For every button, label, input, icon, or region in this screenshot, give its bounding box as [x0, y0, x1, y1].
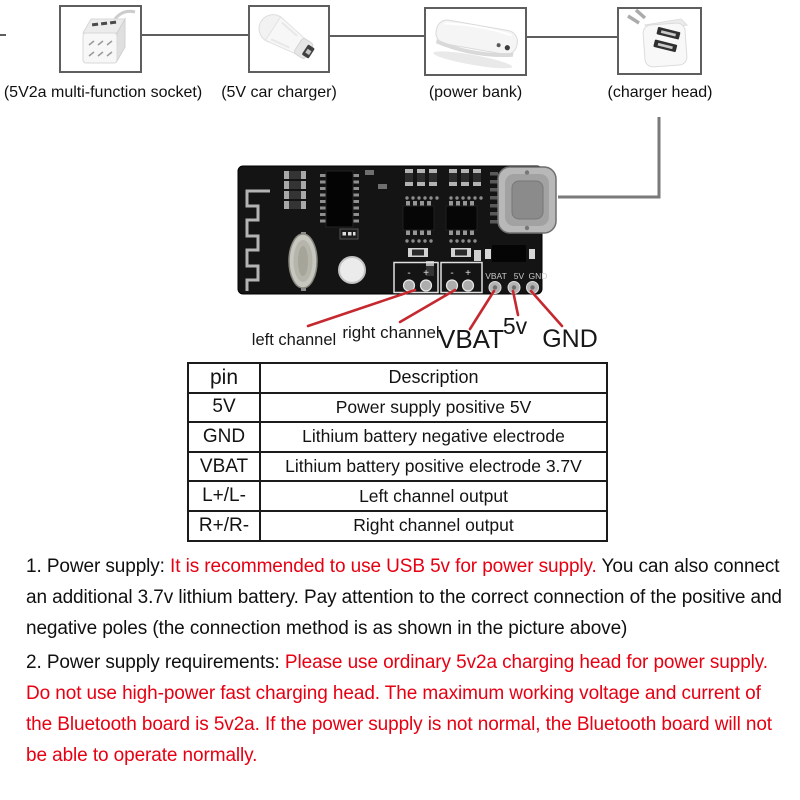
silk-minus: - — [450, 268, 454, 279]
note-2-highlight: Please use ordinary 5v2a charging head for power supply. Do not use high-power fast charging head. The maximum working voltage and current of the Bluetooth board is 5v2a. If the power supply is not normal, the Bluetooth board will not be able to operate normally. — [26, 652, 772, 766]
note-1-suffix: You can also connect an additional 3.7v lithium battery. Pay attention to the correct connection of the positive and negative poles (the connection method is as shown in the picture above) — [26, 556, 782, 639]
pin-cell: 5V — [188, 393, 260, 423]
gnd-annotation: GND — [542, 325, 598, 353]
description-cell: Lithium battery positive electrode 3.7V — [260, 452, 607, 482]
note-1-prefix: 1. Power supply: — [26, 556, 171, 577]
connector-line — [0, 34, 6, 36]
car-charger-label: (5V car charger) — [221, 84, 337, 101]
right-channel-annotation: right channel — [342, 323, 440, 342]
silk-vbat: VBAT — [485, 271, 507, 281]
description-cell: Lithium battery negative electrode — [260, 422, 607, 452]
note-2-prefix: 2. Power supply requirements: — [26, 652, 285, 673]
silk-5v: 5V — [513, 271, 525, 281]
car-charger-illustration — [250, 7, 328, 71]
gnd-pointer — [531, 291, 562, 326]
power-bank-illustration — [426, 9, 525, 74]
5v-pointer — [513, 291, 518, 315]
right-channel-pointer — [400, 290, 455, 322]
note-1 — [26, 551, 788, 644]
silk-gnd: GND — [528, 271, 548, 281]
charger-head-illustration — [619, 9, 700, 73]
amplifier-ic-right — [446, 201, 477, 235]
socket-label: (5V2a multi-function socket) — [3, 84, 203, 101]
table-row — [188, 481, 607, 511]
description-cell: Right channel output — [260, 511, 607, 541]
socket-photo — [59, 5, 142, 73]
pin-cell: R+/R- — [188, 511, 260, 541]
left-channel-annotation: left channel — [251, 331, 337, 349]
pin-cell: L+/L- — [188, 481, 260, 511]
car-charger-photo — [248, 5, 330, 73]
table-row — [188, 422, 607, 452]
silk-minus: - — [407, 268, 411, 279]
charger-head-photo — [617, 7, 702, 75]
annotation-labels — [252, 313, 598, 354]
silk-plus: + — [465, 268, 471, 279]
description-cell: Left channel output — [260, 481, 607, 511]
note-2 — [26, 647, 788, 771]
left-channel-pointer — [308, 290, 415, 326]
table-row — [188, 393, 607, 423]
5v-annotation: 5v — [502, 313, 528, 339]
description-cell: Power supply positive 5V — [260, 393, 607, 423]
silk-plus: + — [423, 268, 429, 279]
power-bank-label: (power bank) — [428, 84, 523, 101]
socket-illustration — [61, 7, 140, 71]
power-bank-photo — [424, 7, 527, 76]
amplifier-ic-left — [403, 201, 434, 235]
labelled-component — [340, 229, 358, 239]
table-header-row — [188, 363, 607, 393]
table-row — [188, 511, 607, 541]
table-row — [188, 452, 607, 482]
bluetooth-board — [238, 166, 556, 294]
pin-cell: VBAT — [188, 452, 260, 482]
mounting-hole — [339, 257, 365, 283]
note-1-highlight: It is recommended to use USB 5v for power supply. — [170, 556, 597, 577]
charger-head-label: (charger head) — [607, 84, 713, 101]
vbat-annotation: VBAT — [438, 324, 504, 354]
connection-diagram — [0, 108, 800, 358]
power-supply-notes — [26, 551, 788, 774]
connector-line — [141, 34, 248, 36]
capacitor — [378, 184, 387, 189]
usb-cable-line — [558, 117, 659, 197]
usb-c-connector — [490, 167, 556, 233]
connector-line — [526, 36, 617, 38]
header-description: Description — [260, 363, 607, 393]
pin-cell: GND — [188, 422, 260, 452]
main-ic — [320, 171, 359, 227]
header-pin: pin — [188, 363, 260, 393]
pin-description-table — [187, 362, 608, 542]
connector-line — [329, 35, 424, 37]
capacitor — [365, 170, 374, 175]
